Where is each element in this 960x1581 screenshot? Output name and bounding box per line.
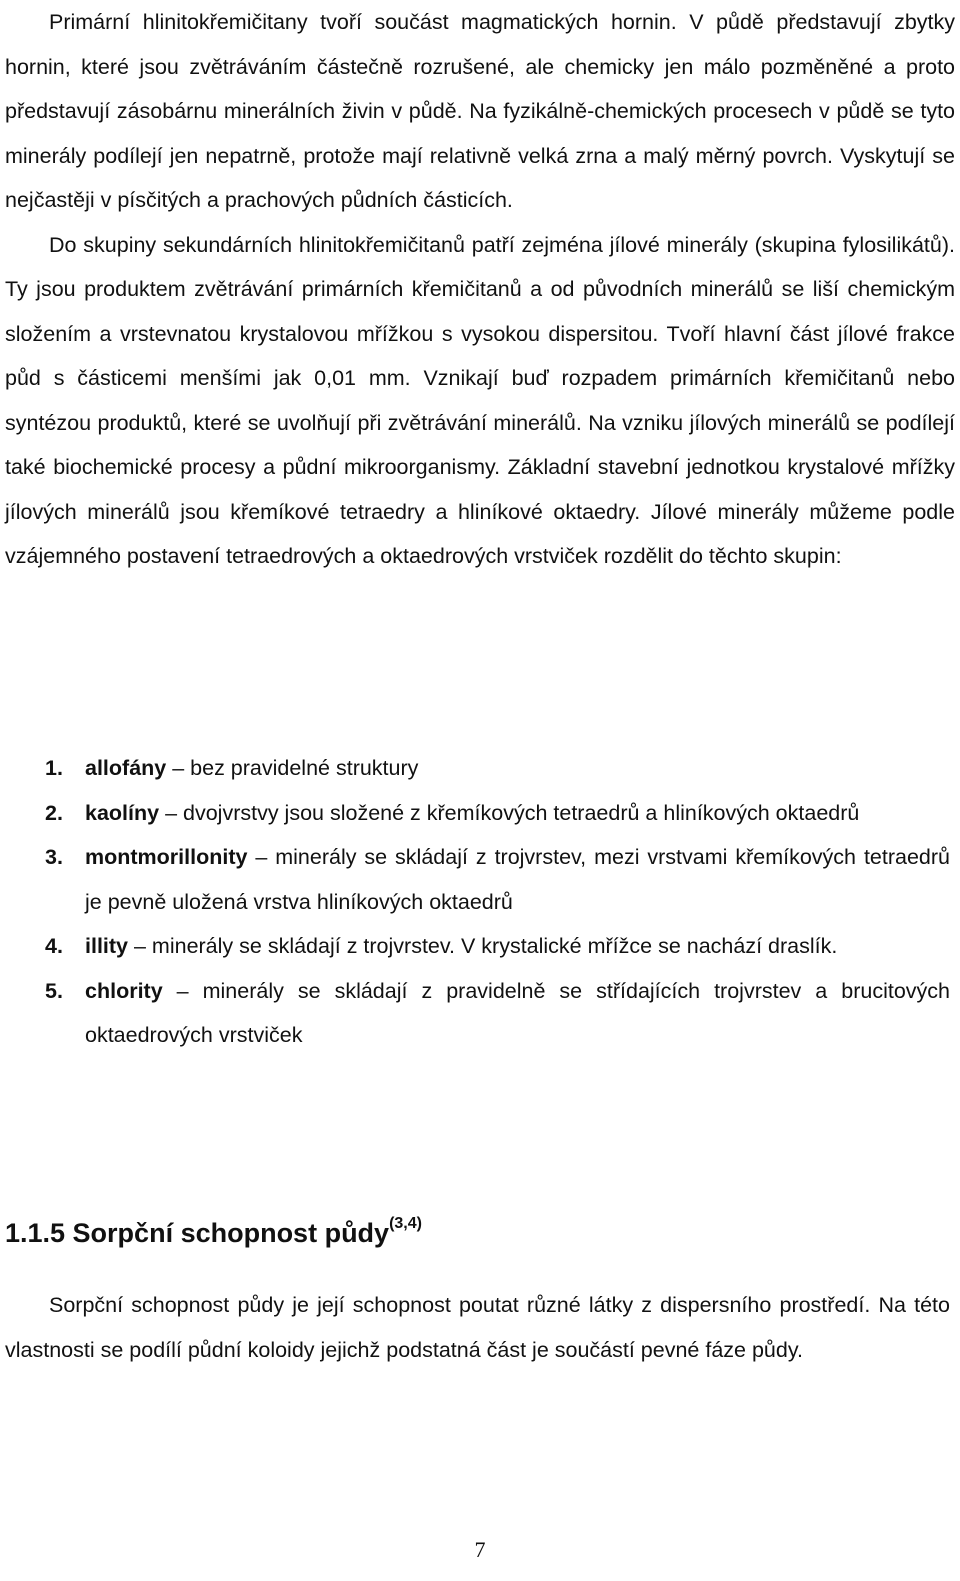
section-citation: (3,4)	[389, 1215, 422, 1232]
paragraph-primary-silicates: Primární hlinitokřemičitany tvoří součást magmatických hornin. V půdě představují zbytky hornin, které jsou zvětráváním částečně rozrušené, ale chemicky jen málo pozměněné a proto představují zásobárnu minerálních živin v půdě. Na fyzikálně-chemických procesech v půdě se tyto minerály podílejí jen nepatrně, protože mají relativně velká zrna a malý měrný povrch. Vyskytují se nejčastěji v písčitých a prachových půdních částicích.	[5, 10, 955, 212]
list-item	[45, 746, 950, 791]
list-item	[45, 924, 950, 969]
section-heading	[5, 1215, 422, 1249]
document-page	[5, 0, 955, 579]
list-item-number: 3.	[45, 845, 63, 869]
list-item-term: kaolíny	[85, 800, 160, 825]
list-item-term: montmorillonity	[85, 845, 248, 869]
list-item	[45, 835, 950, 924]
list-item-text: – minerály se skládají z trojvrstev, mezi vrstvami křemíkových tetraedrů je pevně uložená vrstva hliníkových oktaedrů	[85, 845, 950, 914]
list-item-term: chlority	[85, 978, 163, 1003]
list-item	[45, 791, 950, 836]
list-item-number: 2.	[45, 800, 63, 825]
list-item-number: 1.	[45, 756, 63, 780]
list-item-term: allofány	[85, 756, 167, 780]
list-item-text: – minerály se skládají z pravidelně se střídajících trojvrstev a brucitových oktaedrových vrstviček	[85, 978, 950, 1047]
list-item-term: illity	[85, 934, 129, 958]
list-item-number: 4.	[45, 934, 63, 958]
section-heading-text: 1.1.5 Sorpční schopnost půdy	[5, 1218, 390, 1248]
paragraph-secondary-silicates: Do skupiny sekundárních hlinitokřemičitanů patří zejména jílové minerály (skupina fylosilikátů). Ty jsou produktem zvětrávání primárních křemičitanů a od původních minerálů se liší chemickým složením a vrstevnatou krystalovou mřížkou s vysokou dispersitou. Tvoří hlavní část jílové frakce půd s částicemi menšími jak 0,01 mm. Vznikají buď rozpadem primárních křemičitanů nebo syntézou produktů, které se uvolňují při zvětrávání minerálů. Na vzniku jílových minerálů se podílejí také biochemické procesy a půdní mikroorganismy. Základní stavební jednotkou krystalové mřížky jílových minerálů jsou křemíkové tetraedry a hliníkové oktaedry. Jílové minerály můžeme podle vzájemného postavení tetraedrových a oktaedrových vrstviček rozdělit do těchto skupin:	[5, 232, 955, 568]
list-item	[45, 969, 950, 1058]
list-item-number: 5.	[45, 978, 63, 1003]
page-number: 7	[474, 1537, 486, 1562]
paragraph-sorption: Sorpční schopnost půdy je její schopnost poutat různé látky z dispersního prostředí. Na této vlastnosti se podílí půdní koloidy jejichž podstatná část je součástí pevné fáze půdy.	[5, 1293, 950, 1362]
clay-mineral-groups-list	[45, 746, 950, 1058]
list-item-text: – dvojvrstvy jsou složené z křemíkových tetraedrů a hliníkových oktaedrů	[159, 800, 860, 825]
list-item-text: – bez pravidelné struktury	[166, 756, 419, 780]
list-item-text: – minerály se skládají z trojvrstev. V krystalické mřížce se nachází draslík.	[128, 934, 838, 958]
